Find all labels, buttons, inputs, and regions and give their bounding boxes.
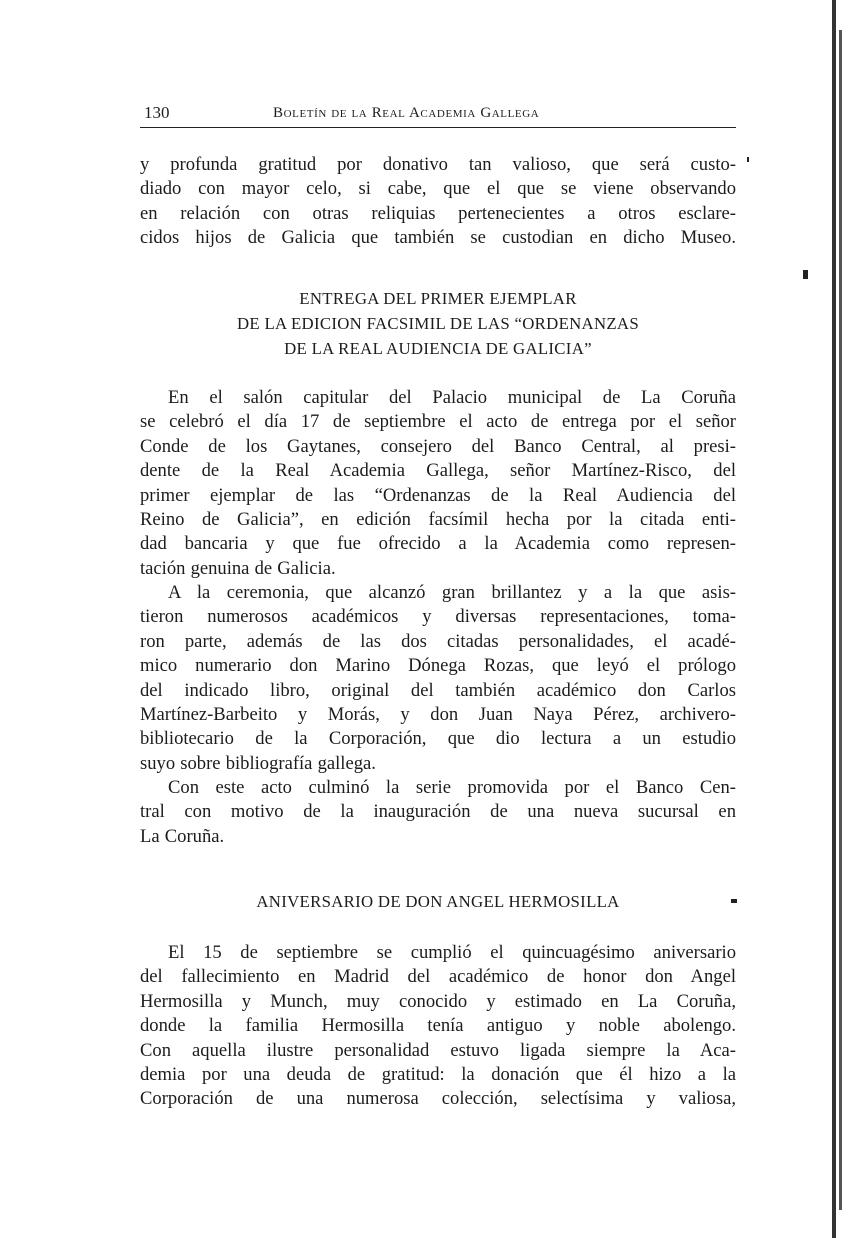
text-line: donde la familia Hermosilla tenía antiguo y noble abolengo. (140, 1015, 736, 1037)
text-line: dente de la Real Academia Gallega, señor Martínez-Risco, del (140, 460, 736, 482)
text-line: Conde de los Gaytanes, consejero del Banco Central, al presi- (140, 435, 736, 457)
heading-line: ENTREGA DEL PRIMER EJEMPLAR (299, 289, 577, 308)
journal-title: Boletín de la Real Academia Gallega (273, 105, 540, 121)
text-line: Con este acto culminó la serie promovida por el Banco Cen- (168, 777, 736, 798)
scan-edge-line (839, 30, 842, 1210)
text-line: primer ejemplar de las “Ordenanzas de la Real Audiencia del (140, 484, 736, 506)
intro-paragraph (140, 153, 736, 251)
ordenanzas-paragraph-3 (140, 776, 736, 849)
scan-speck (731, 899, 737, 903)
running-head (140, 103, 736, 128)
text-line: del fallecimiento en Madrid del académico de honor don Angel (140, 966, 736, 988)
text-line: del indicado libro, original del también académico don Carlos (140, 679, 736, 701)
section-heading-ordenanzas (140, 286, 736, 361)
text-line: Reino de Galicia”, en edición facsímil hecha por la citada enti- (140, 508, 736, 530)
page-number: 130 (144, 103, 170, 122)
text-line: ron parte, además de las dos citadas personalidades, el acadé- (140, 630, 736, 652)
heading-line: DE LA EDICION FACSIMIL DE LAS “ORDENANZAS (237, 314, 639, 333)
ordenanzas-paragraph-2 (140, 581, 736, 776)
scan-speck (803, 270, 808, 279)
scan-binding-edge (826, 0, 850, 1238)
text-line: en relación con otras reliquias pertenecientes a otros esclare- (140, 202, 736, 224)
text-line: Hermosilla y Munch, muy conocido y estimado en La Coruña, (140, 990, 736, 1012)
text-line: El 15 de septiembre se cumplió el quincuagésimo aniversario (168, 942, 736, 963)
heading-line: ANIVERSARIO DE DON ANGEL HERMOSILLA (256, 892, 620, 911)
hermosilla-paragraph-1 (140, 941, 736, 1112)
text-line: dad bancaria y que fue ofrecido a la Academia como represen- (140, 533, 736, 555)
text-line: Martínez-Barbeito y Morás, y don Juan Naya Pérez, archivero- (140, 703, 736, 725)
text-line: tieron numerosos académicos y diversas representaciones, toma- (140, 606, 736, 628)
text-line: y profunda gratitud por donativo tan valioso, que será custo- (140, 154, 736, 175)
text-line: La Coruña. (140, 825, 225, 847)
text-line: tación genuina de Galicia. (140, 557, 336, 579)
scan-edge-line (832, 0, 836, 1238)
text-line: tral con motivo de la inauguración de una nueva sucursal en (140, 801, 736, 823)
text-line: Corporación de una numerosa colección, selectísima y valiosa, (140, 1088, 736, 1110)
text-line: bibliotecario de la Corporación, que dio lectura a un estudio (140, 728, 736, 750)
text-line: demia por una deuda de gratitud: la donación que él hizo a la (140, 1063, 736, 1085)
text-line: mico numerario don Marino Dónega Rozas, que leyó el prólogo (140, 655, 736, 677)
heading-line: DE LA REAL AUDIENCIA DE GALICIA” (284, 339, 592, 358)
text-line: suyo sobre bibliografía gallega. (140, 752, 376, 774)
section-heading-hermosilla (140, 889, 736, 914)
text-line: Con aquella ilustre personalidad estuvo ligada siempre la Aca- (140, 1039, 736, 1061)
text-line: cidos hijos de Galicia que también se custodian en dicho Museo. (140, 227, 736, 249)
text-line: diado con mayor celo, si cabe, que el que se viene observando (140, 178, 736, 200)
text-line: A la ceremonia, que alcanzó gran brillantez y a la que asis- (168, 582, 736, 603)
scan-speck (747, 157, 749, 162)
text-line: En el salón capitular del Palacio municipal de La Coruña (168, 387, 736, 408)
text-line: se celebró el día 17 de septiembre el acto de entrega por el señor (140, 411, 736, 433)
ordenanzas-paragraph-1 (140, 386, 736, 581)
